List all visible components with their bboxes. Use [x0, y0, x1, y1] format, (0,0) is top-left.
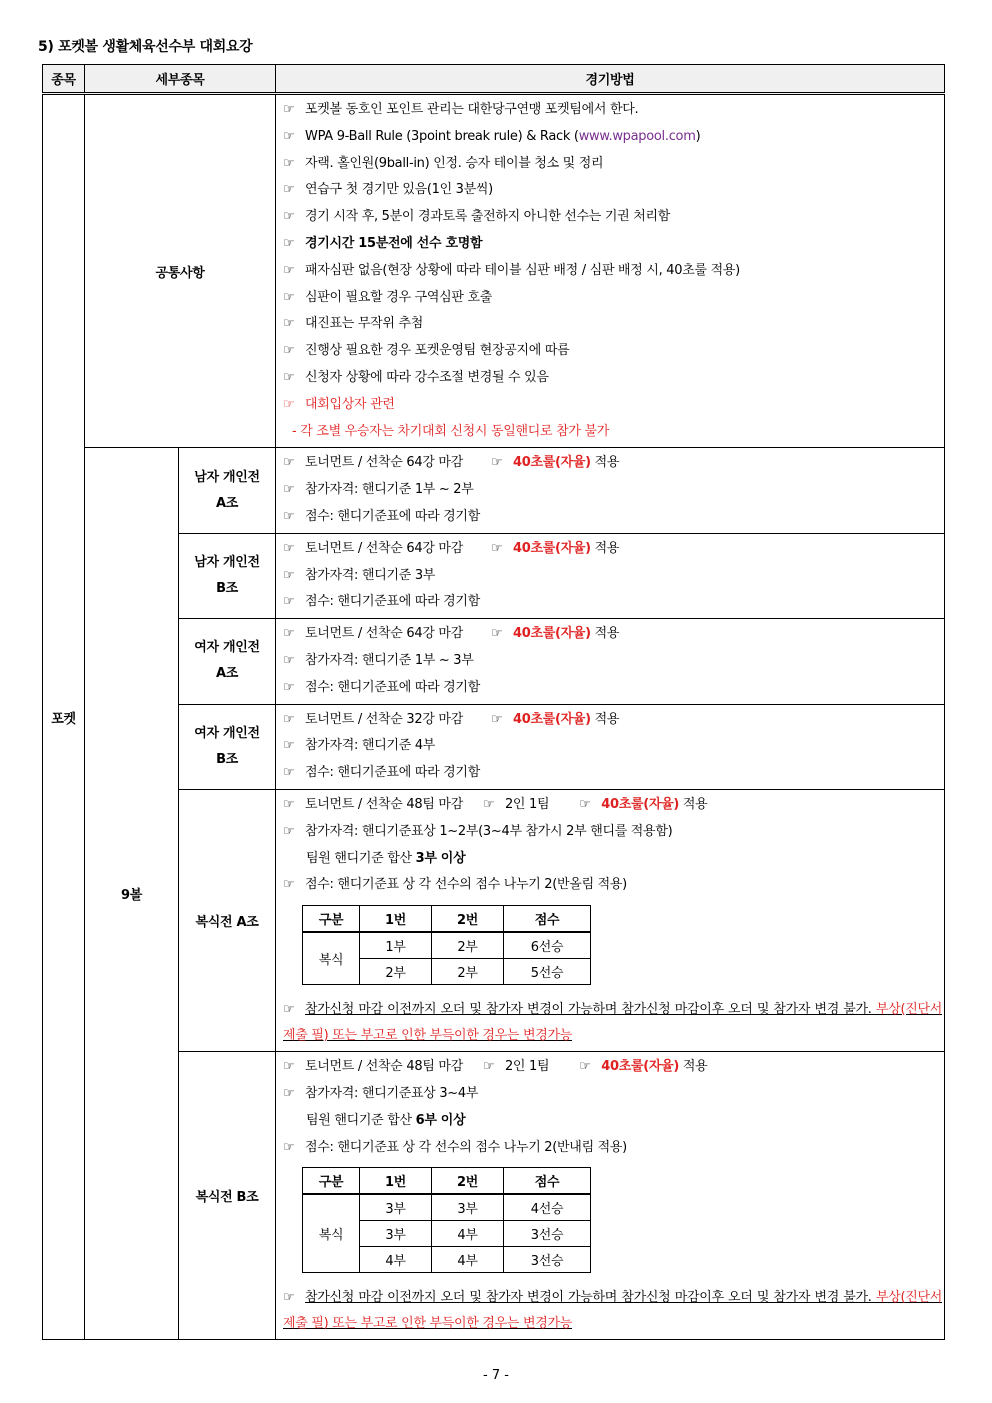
list-item: ☞ 점수: 핸디기준표에 따라 경기함: [280, 675, 944, 702]
hand-pointer-icon: ☞: [283, 540, 295, 556]
table-cell: 1부: [360, 932, 432, 959]
table-cell: 4부: [432, 1247, 504, 1273]
hand-pointer-icon: ☞: [482, 796, 495, 812]
score-table-header: 점수: [504, 1168, 591, 1195]
score-table-header: 구분: [303, 1168, 360, 1195]
hand-pointer-icon: ☞: [490, 540, 503, 556]
table-cell: 2부: [360, 959, 432, 985]
nine-ball-label: 9볼: [85, 448, 179, 1340]
event-lines: [276, 789, 945, 1051]
list-item: ☞ 참가자격: 핸디기준 3부: [280, 563, 944, 590]
common-lines: [276, 94, 945, 448]
hand-pointer-icon: ☞: [283, 155, 295, 171]
list-item: 팀원 핸디기준 합산 3부 이상: [306, 850, 466, 866]
list-item: ☞ 패자심판 없음(현장 상황에 따라 테이블 심판 배정 / 심판 배정 시, 40초룰 적용): [280, 258, 944, 285]
score-table-header: 1번: [360, 1168, 432, 1195]
hand-pointer-icon: ☞: [283, 679, 295, 695]
list-item: ☞ 토너먼트 / 선착순 48팀 마감 ☞ 2인 1팀 ☞ 40초룰(자율) 적용: [280, 792, 944, 819]
list-item: ☞ 점수: 핸디기준표에 따라 경기함: [280, 589, 944, 616]
hand-pointer-icon: ☞: [283, 1059, 295, 1075]
score-table-header: 점수: [504, 906, 591, 933]
hand-pointer-icon: ☞: [283, 343, 295, 359]
hand-pointer-icon: ☞: [490, 711, 503, 727]
event-lines: [276, 533, 945, 618]
jongmok-pocket: 포켓: [43, 94, 85, 1340]
hand-pointer-icon: ☞: [283, 182, 295, 198]
list-item: ☞ 참가자격: 핸디기준 4부: [280, 733, 944, 760]
score-table: [302, 1167, 591, 1273]
header-sebu: 세부종목: [85, 65, 276, 94]
score-table-header: 2번: [432, 906, 504, 933]
list-item: ☞ 경기시간 15분전에 선수 호명함: [280, 231, 944, 258]
table-cell: 3부: [360, 1194, 432, 1221]
tournament-table: [42, 64, 945, 1340]
table-cell: 5선승: [504, 959, 591, 985]
list-item: - 각 조별 우승자는 차기대회 신청시 동일핸디로 참가 불가: [292, 423, 609, 439]
hand-pointer-icon: ☞: [579, 796, 591, 812]
list-item: ☞ 연습구 첫 경기만 있음(1인 3분씩): [280, 177, 944, 204]
hand-pointer-icon: ☞: [283, 877, 295, 893]
event-lines: [276, 448, 945, 533]
doubles-a-row: [43, 789, 945, 1051]
header-jongmok: 종목: [43, 65, 85, 94]
page-number: - 7 -: [483, 1368, 509, 1383]
hand-pointer-icon: ☞: [283, 455, 295, 471]
hand-pointer-icon: ☞: [283, 316, 295, 332]
list-item: ☞ 점수: 핸디기준표 상 각 선수의 점수 나누기 2(반내림 적용): [280, 1135, 944, 1162]
list-item: ☞ 토너먼트 / 선착순 64강 마감 ☞ 40초룰(자율) 적용: [280, 536, 944, 563]
score-table-header: 1번: [360, 906, 432, 933]
score-table-group: 복식: [303, 1194, 360, 1273]
hand-pointer-icon: ☞: [490, 455, 503, 471]
list-item: ☞ 토너먼트 / 선착순 64강 마감 ☞ 40초룰(자율) 적용: [280, 621, 944, 648]
header-method: 경기방법: [276, 65, 945, 94]
hand-pointer-icon: ☞: [490, 626, 503, 642]
event-name: 복식전 A조: [179, 789, 276, 1051]
hand-pointer-icon: ☞: [283, 1139, 295, 1155]
event-lines: [276, 704, 945, 789]
list-item: ☞ 경기 시작 후, 5분이 경과토록 출전하지 아니한 선수는 기권 처리함: [280, 204, 944, 231]
table-header-row: [43, 65, 945, 94]
table-cell: 6선승: [504, 932, 591, 959]
event-name: 여자 개인전 B조: [179, 704, 276, 789]
table-cell: 3선승: [504, 1247, 591, 1273]
common-row: [43, 94, 945, 448]
hand-pointer-icon: ☞: [283, 102, 295, 117]
section-title: 5) 포켓볼 생활체육선수부 대회요강: [38, 39, 253, 55]
list-item: ☞ 참가자격: 핸디기준표상 1~2부(3~4부 참가시 2부 핸디를 적용함): [280, 819, 944, 846]
list-item: ☞ 대회입상자 관련: [280, 392, 944, 419]
table-cell: 3선승: [504, 1221, 591, 1247]
hand-pointer-icon: ☞: [283, 823, 295, 839]
hand-pointer-icon: ☞: [283, 711, 295, 727]
table-cell: 3부: [360, 1221, 432, 1247]
table-cell: 4부: [360, 1247, 432, 1273]
hand-pointer-icon: ☞: [283, 1290, 295, 1306]
hand-pointer-icon: ☞: [283, 796, 295, 812]
table-row: [303, 1194, 591, 1221]
score-table-header: 구분: [303, 906, 360, 933]
hand-pointer-icon: ☞: [283, 209, 295, 225]
hand-pointer-icon: ☞: [283, 482, 295, 498]
list-item: ☞ 대진표는 무작위 추첨: [280, 311, 944, 338]
hand-pointer-icon: ☞: [283, 765, 295, 781]
table-cell: 4선승: [504, 1194, 591, 1221]
table-cell: 3부: [432, 1194, 504, 1221]
list-item: ☞ 참가자격: 핸디기준 1부 ~ 3부: [280, 648, 944, 675]
event-row: [43, 448, 945, 533]
hand-pointer-icon: ☞: [283, 369, 295, 385]
table-cell: 2부: [432, 932, 504, 959]
list-item: ☞ 신청자 상황에 따라 강수조절 변경될 수 있음: [280, 365, 944, 392]
event-lines: [276, 1052, 945, 1340]
event-name: 복식전 B조: [179, 1052, 276, 1340]
list-item: ☞ WPA 9-Ball Rule (3point break rule) & Rack (www.wpapool.com): [280, 124, 944, 151]
table-cell: 4부: [432, 1221, 504, 1247]
list-item: ☞ 토너먼트 / 선착순 64강 마감 ☞ 40초룰(자율) 적용: [280, 450, 944, 477]
event-name: 남자 개인전 B조: [179, 533, 276, 618]
hand-pointer-icon: ☞: [283, 626, 295, 642]
change-notice: ☞ 참가신청 마감 이전까지 오더 및 참가자 변경이 가능하며 참가신청 마감이후 오더 및 참가자 변경 불가. 부상(진단서 제출 필) 또는 부고로 인한 부득이한 경우는 변경가능: [280, 993, 944, 1049]
list-item: ☞ 자랙. 홀인원(9ball-in) 인정. 승자 테이블 청소 및 정리: [280, 151, 944, 178]
hand-pointer-icon: ☞: [579, 1059, 591, 1075]
event-lines: [276, 619, 945, 704]
doubles-b-row: [43, 1052, 945, 1340]
table-row: [303, 932, 591, 959]
list-item: ☞ 토너먼트 / 선착순 48팀 마감 ☞ 2인 1팀 ☞ 40초룰(자율) 적용: [280, 1054, 944, 1081]
list-item: ☞ 점수: 핸디기준표에 따라 경기함: [280, 760, 944, 787]
event-name: 남자 개인전 A조: [179, 448, 276, 533]
event-row: [43, 619, 945, 704]
hand-pointer-icon: ☞: [283, 738, 295, 754]
event-row: [43, 704, 945, 789]
list-item: ☞ 토너먼트 / 선착순 32강 마감 ☞ 40초룰(자율) 적용: [280, 707, 944, 734]
list-item: 팀원 핸디기준 합산 6부 이상: [306, 1112, 466, 1128]
hand-pointer-icon: ☞: [283, 652, 295, 668]
list-item: ☞ 참가자격: 핸디기준표상 3~4부: [280, 1081, 944, 1108]
hand-pointer-icon: ☞: [283, 508, 295, 524]
hand-pointer-icon: ☞: [283, 235, 295, 251]
list-item: ☞ 점수: 핸디기준표에 따라 경기함: [280, 504, 944, 531]
hand-pointer-icon: ☞: [283, 262, 295, 278]
score-table: [302, 905, 591, 985]
hand-pointer-icon: ☞: [283, 594, 295, 610]
hand-pointer-icon: ☞: [283, 128, 295, 144]
hand-pointer-icon: ☞: [482, 1059, 495, 1075]
hand-pointer-icon: ☞: [283, 1085, 295, 1101]
hand-pointer-icon: ☞: [283, 396, 295, 412]
list-item: ☞ 점수: 핸디기준표 상 각 선수의 점수 나누기 2(반올림 적용): [280, 872, 944, 899]
hand-pointer-icon: ☞: [283, 567, 295, 583]
score-table-group: 복식: [303, 932, 360, 985]
score-table-header: 2번: [432, 1168, 504, 1195]
event-name: 여자 개인전 A조: [179, 619, 276, 704]
hand-pointer-icon: ☞: [283, 1002, 295, 1018]
list-item: ☞ 진행상 필요한 경우 포켓운영팀 현장공지에 따름: [280, 338, 944, 365]
table-cell: 2부: [432, 959, 504, 985]
event-row: [43, 533, 945, 618]
wpa-link[interactable]: www.wpapool.com: [578, 128, 696, 144]
list-item: ☞ 심판이 필요할 경우 구역심판 호출: [280, 285, 944, 312]
change-notice: ☞ 참가신청 마감 이전까지 오더 및 참가자 변경이 가능하며 참가신청 마감이후 오더 및 참가자 변경 불가. 부상(진단서 제출 필) 또는 부고로 인한 부득이한 경우는 변경가능: [280, 1281, 944, 1337]
hand-pointer-icon: ☞: [283, 289, 295, 305]
list-item: ☞ 참가자격: 핸디기준 1부 ~ 2부: [280, 477, 944, 504]
list-item: ☞ 포켓볼 동호인 포인트 관리는 대한당구연맹 포켓팀에서 한다.: [280, 97, 944, 124]
common-label: 공통사항: [85, 94, 276, 448]
